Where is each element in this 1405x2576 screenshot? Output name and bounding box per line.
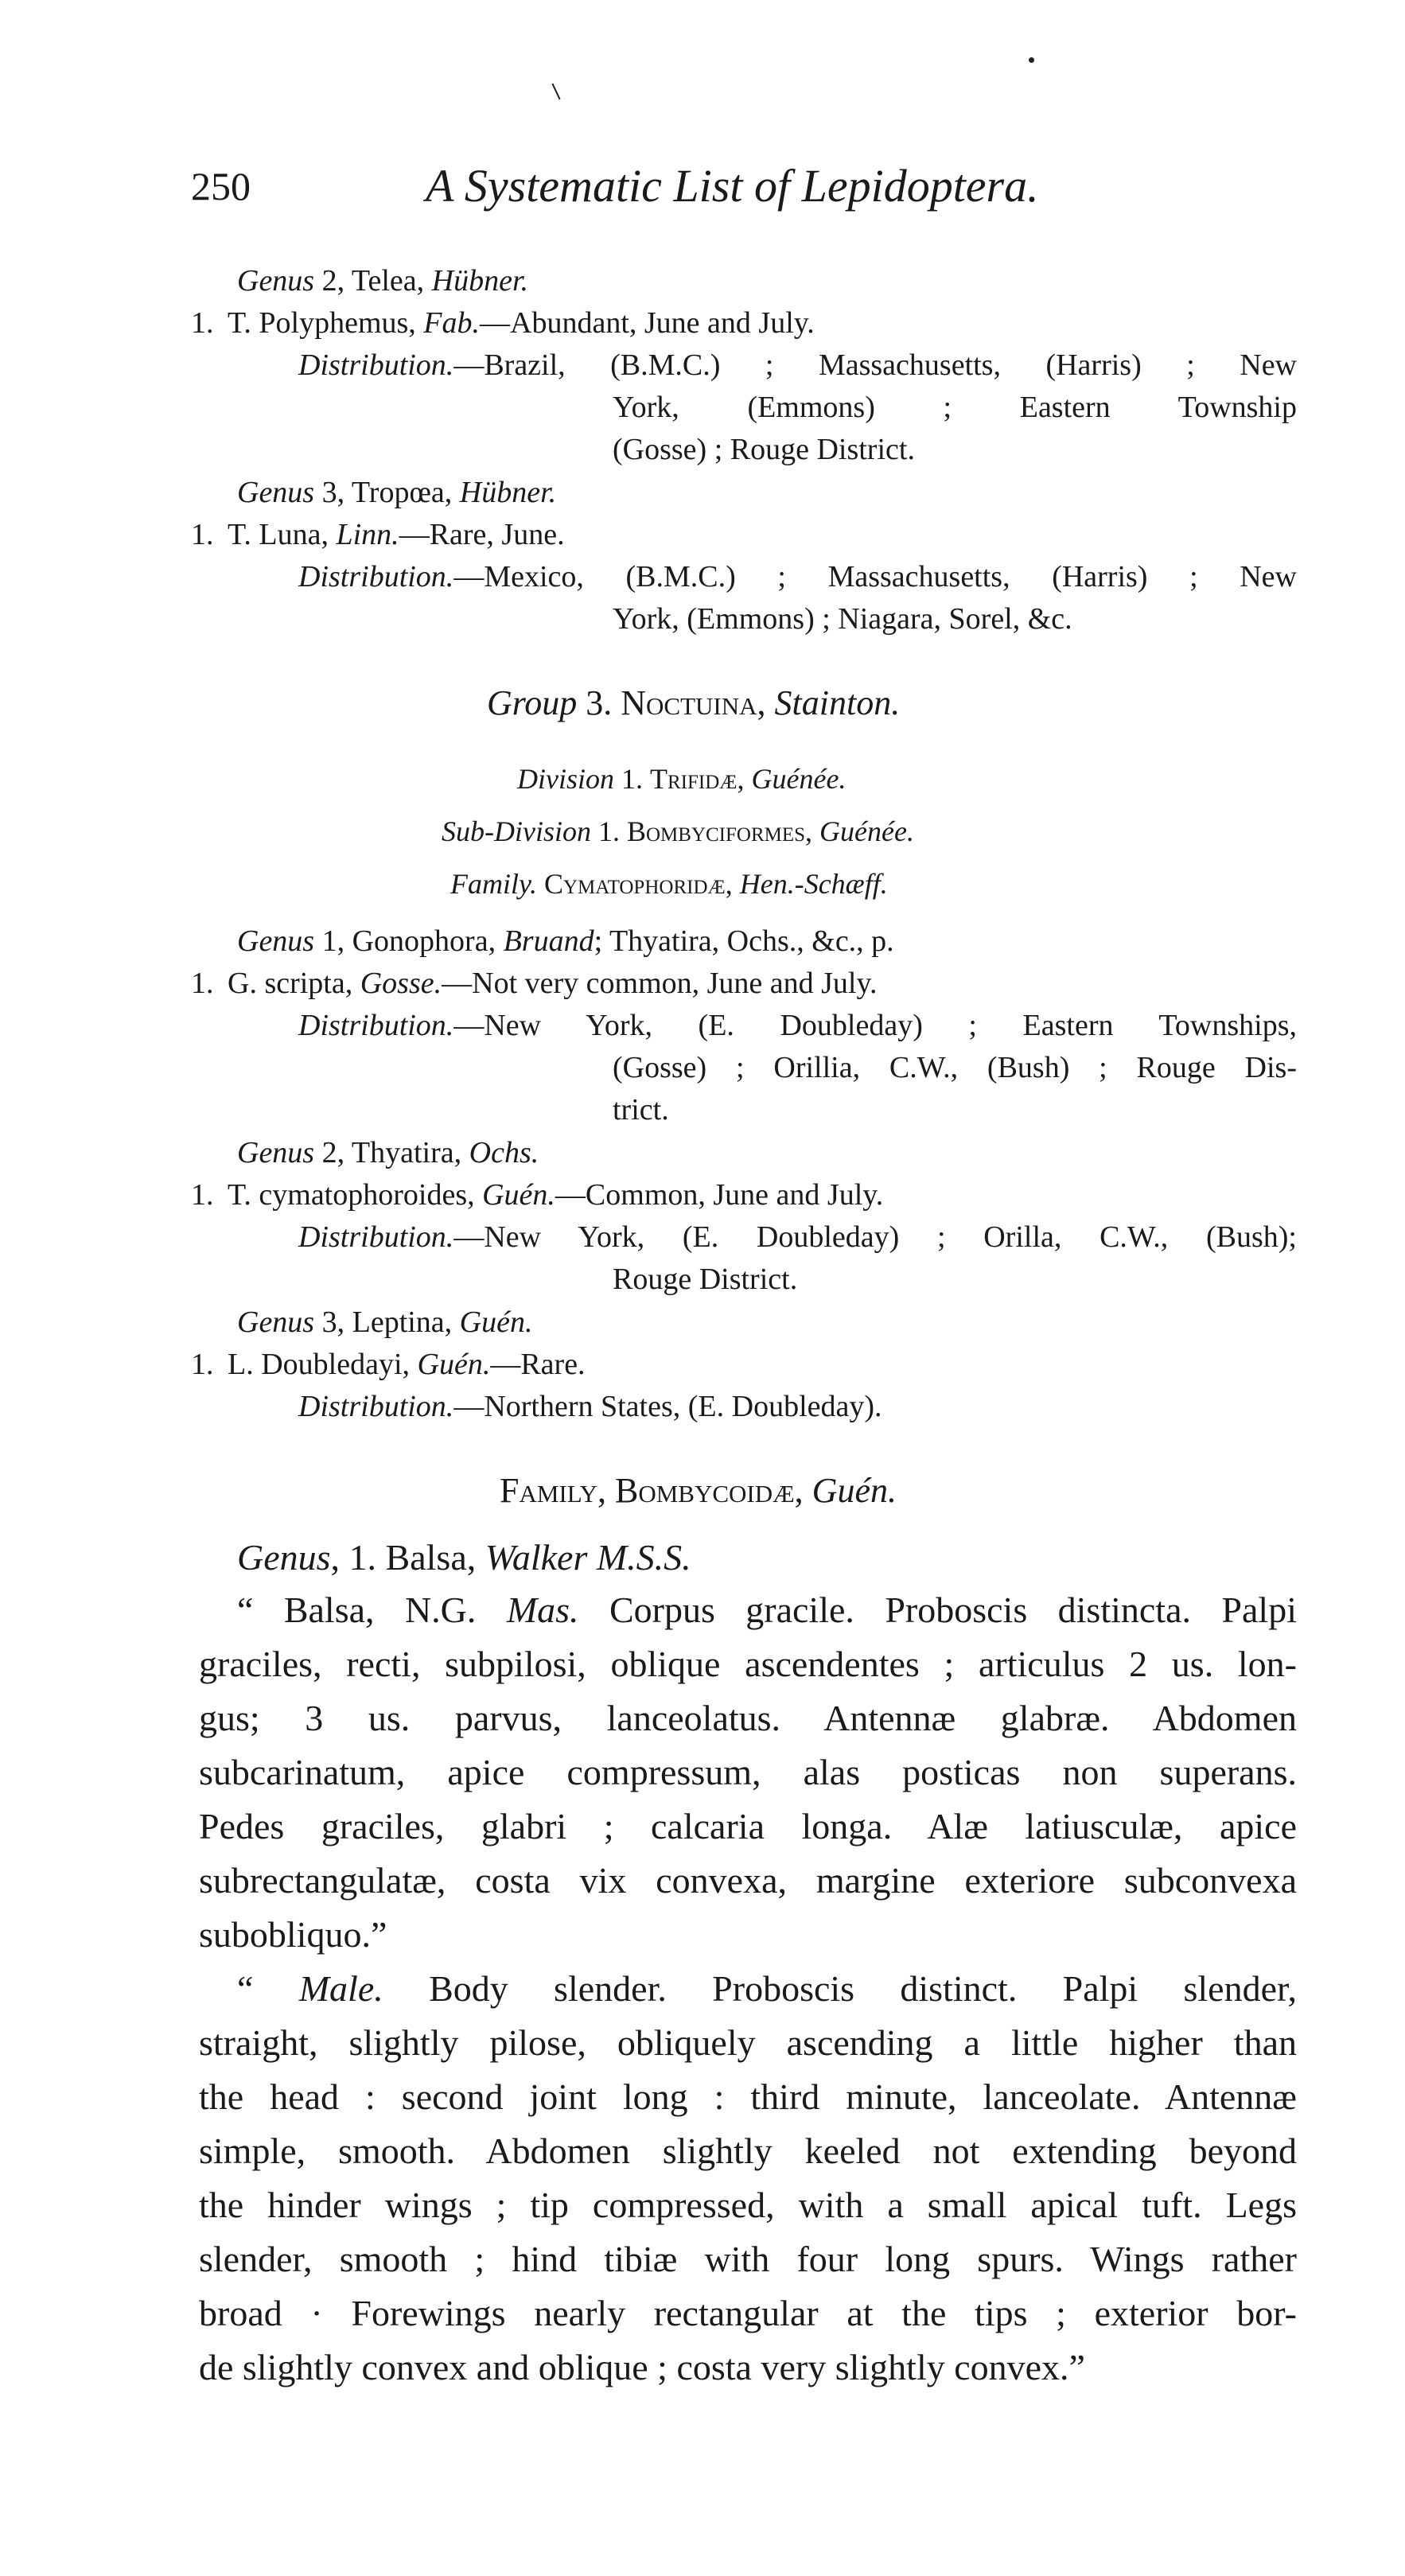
species-entry	[191, 962, 878, 1005]
subdivision-label: Sub-Division	[442, 815, 591, 847]
species-author: Gosse.	[360, 967, 442, 1000]
page-number: 250	[191, 164, 251, 208]
separator: ,	[737, 763, 752, 795]
group-heading	[487, 683, 900, 723]
distribution-line	[298, 344, 1297, 387]
species-entry	[191, 1343, 586, 1386]
species-note: —Abundant, June and July.	[480, 306, 815, 340]
genus-author: Ochs.	[469, 1136, 539, 1169]
genus-author: Guén.	[459, 1306, 533, 1339]
separator: ,	[805, 815, 820, 847]
species-author: Fab.	[423, 306, 481, 340]
species-number: 1.	[191, 306, 214, 340]
distribution-line: (Gosse) ; Orillia, C.W., (Bush) ; Rouge Dis-	[613, 1051, 1297, 1084]
distribution-text: —New York, (E. Doubleday) ; Eastern Townships,	[453, 1009, 1297, 1042]
latin-description-line: graciles, recti, subpilosi, oblique ascendentes ; articulus 2 us. lon-	[199, 1644, 1297, 1684]
genus-label: Genus	[237, 1537, 331, 1578]
latin-description-line: gus; 3 us. parvus, lanceolatus. Antennæ glabræ. Abdomen	[199, 1698, 1297, 1738]
genus-author: Hübner.	[431, 264, 529, 298]
species-number: 1.	[191, 1348, 214, 1381]
genus-heading	[237, 1131, 539, 1174]
genus-label: Genus	[237, 1136, 315, 1169]
genus-author: Hübner.	[459, 476, 557, 509]
species-note: —Rare, June.	[399, 518, 565, 551]
species-name: T. cymatophoroides,	[228, 1178, 483, 1212]
division-name: Trifidæ	[650, 763, 738, 795]
distribution-label: Distribution.	[298, 1220, 454, 1254]
genus-heading	[237, 1301, 532, 1344]
english-description-line: de slightly convex and oblique ; costa very slightly convex.”	[199, 2347, 1085, 2387]
distribution-line	[298, 1385, 882, 1428]
genus-heading	[237, 259, 528, 302]
species-name: G. scripta,	[228, 967, 360, 1000]
distribution-label: Distribution.	[298, 1390, 454, 1423]
separator: ,	[757, 683, 775, 722]
distribution-line	[298, 1004, 1297, 1047]
distribution-text: —Mexico, (B.M.C.) ; Massachusetts, (Harris) ; New	[453, 560, 1297, 593]
distribution-line: trict.	[613, 1093, 669, 1127]
species-note: —Rare.	[490, 1348, 586, 1381]
distribution-text: —Northern States, (E. Doubleday).	[453, 1390, 882, 1423]
distribution-text: —Brazil, (B.M.C.) ; Massachusetts, (Harris) ; New	[453, 348, 1297, 382]
genus-text: 3, Tropœa,	[314, 476, 460, 509]
group-label: Group	[487, 683, 578, 722]
latin-description-line	[237, 1583, 1297, 1637]
group-author: Stainton.	[774, 683, 901, 722]
latin-text: Corpus gracile. Proboscis distincta. Palpi	[578, 1590, 1297, 1630]
genus-author: Bruand	[503, 924, 594, 958]
paragraph-open: “ Balsa, N.G.	[237, 1590, 507, 1630]
genus-heading	[237, 920, 894, 963]
species-note: —Not very common, June and July.	[442, 967, 878, 1000]
division-author: Guénée.	[751, 763, 847, 795]
genus-text: 2, Thyatira,	[314, 1136, 469, 1169]
species-name: T. Luna,	[228, 518, 337, 551]
distribution-label: Distribution.	[298, 1009, 454, 1042]
distribution-line	[298, 1216, 1297, 1259]
english-sex-label: Male.	[298, 1968, 383, 2009]
separator: ,	[725, 868, 740, 900]
ink-speck	[1029, 57, 1034, 63]
english-text: Body slender. Proboscis distinct. Palpi slender,	[383, 1968, 1297, 2009]
latin-description-line: subcarinatum, apice compressum, alas posticas non superans.	[199, 1752, 1297, 1792]
genus-label: Genus	[237, 476, 315, 509]
english-description-line: the hinder wings ; tip compressed, with a small apical tuft. Legs	[199, 2185, 1297, 2225]
genus-heading	[237, 471, 556, 514]
distribution-line	[298, 555, 1297, 598]
latin-description-line: subrectangulatæ, costa vix convexa, margine exteriore subconvexa	[199, 1860, 1297, 1901]
species-entry	[191, 1173, 883, 1216]
subdivision-heading	[442, 815, 914, 848]
family-author: Guén.	[811, 1471, 897, 1510]
species-author: Linn.	[336, 518, 399, 551]
latin-sex-label: Mas.	[506, 1590, 579, 1630]
species-number: 1.	[191, 518, 214, 551]
division-number: 1.	[614, 763, 650, 795]
distribution-line: York, (Emmons) ; Niagara, Sorel, &c.	[613, 602, 1072, 636]
species-author: Guén.	[482, 1178, 555, 1212]
family-name: Family, Bombycoidæ	[500, 1471, 795, 1510]
species-number: 1.	[191, 1178, 214, 1212]
family-author: Hen.-Schæff.	[739, 868, 888, 900]
latin-description-line: Pedes graciles, glabri ; calcaria longa. Alæ latiusculæ, apice	[199, 1806, 1297, 1846]
latin-description-line: subobliquo.”	[199, 1914, 387, 1955]
paragraph-open: “	[237, 1968, 299, 2009]
english-description-line	[237, 1962, 1297, 2016]
species-author: Guén.	[417, 1348, 491, 1381]
distribution-line: (Gosse) ; Rouge District.	[613, 433, 915, 466]
english-description-line: simple, smooth. Abdomen slightly keeled not extending beyond	[199, 2130, 1297, 2171]
family-name: Cymatophoridæ	[543, 868, 726, 900]
english-description-line: straight, slightly pilose, obliquely ascending a little higher than	[199, 2022, 1297, 2063]
genus-tail: ; Thyatira, Ochs., &c., p.	[594, 924, 894, 958]
genus-label: Genus	[237, 924, 315, 958]
distribution-label: Distribution.	[298, 348, 454, 382]
group-name: Noctuina	[621, 683, 757, 722]
species-entry	[191, 513, 565, 556]
distribution-line: York, (Emmons) ; Eastern Township	[613, 391, 1297, 424]
family-heading	[450, 867, 888, 901]
genus-text: , 1. Balsa,	[330, 1537, 485, 1578]
subdivision-name: Bombyciformes	[626, 815, 806, 847]
english-description-line: broad · Forewings nearly rectangular at the tips ; exterior bor-	[199, 2293, 1297, 2333]
ink-speck	[551, 84, 560, 100]
genus-heading	[237, 1531, 691, 1585]
genus-text: 1, Gonophora,	[314, 924, 504, 958]
species-name: T. Polyphemus,	[228, 306, 424, 340]
english-description-line: the head : second joint long : third minute, lanceolate. Antennæ	[199, 2076, 1297, 2117]
genus-label: Genus	[237, 1306, 315, 1339]
distribution-text: —New York, (E. Doubleday) ; Orilla, C.W., (Bush);	[453, 1220, 1297, 1254]
species-number: 1.	[191, 967, 214, 1000]
running-title: A Systematic List of Lepidoptera.	[426, 160, 1039, 212]
genus-label: Genus	[237, 264, 315, 298]
genus-text: 2, Telea,	[314, 264, 432, 298]
genus-author: Walker M.S.S.	[485, 1537, 691, 1578]
subdivision-author: Guénée.	[819, 815, 914, 847]
division-label: Division	[517, 763, 614, 795]
distribution-line: Rouge District.	[613, 1263, 798, 1296]
species-name: L. Doubledayi,	[228, 1348, 418, 1381]
species-note: —Common, June and July.	[555, 1178, 884, 1212]
separator: ,	[794, 1471, 812, 1510]
species-entry	[191, 302, 815, 344]
group-number: 3.	[577, 683, 621, 722]
division-heading	[517, 762, 846, 796]
genus-text: 3, Leptina,	[314, 1306, 460, 1339]
family-heading	[500, 1470, 897, 1511]
distribution-label: Distribution.	[298, 560, 454, 593]
english-description-line: slender, smooth ; hind tibiæ with four long spurs. Wings rather	[199, 2239, 1297, 2279]
family-label: Family.	[450, 868, 537, 900]
subdivision-number: 1.	[590, 815, 627, 847]
spacer	[537, 868, 544, 900]
